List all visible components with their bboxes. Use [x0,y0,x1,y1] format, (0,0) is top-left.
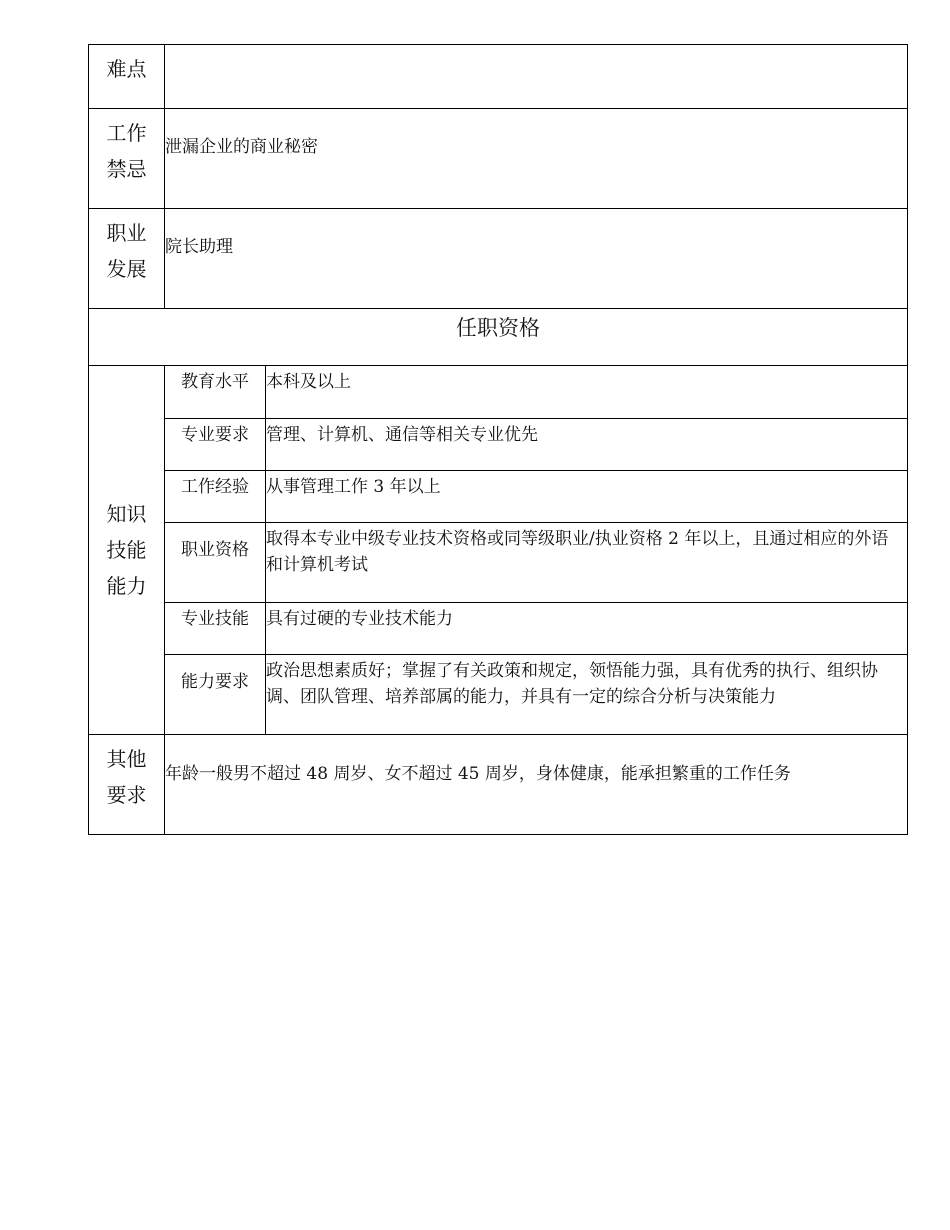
qual-value-cell [266,366,908,419]
qualifications-title: 任职资格 [456,316,540,340]
career-label-line1: 职业 [106,221,147,245]
qual-value-cell [266,603,908,655]
qual-label: 工作经验 [181,477,249,497]
qual-label-cell [165,471,266,523]
qual-value: 政治思想素质好；掌握了有关政策和规定，领悟能力强，具有优秀的执行、组织协调、团队管理、培养部属的能力，并具有一定的综合分析与决策能力 [266,661,878,707]
qual-value: 取得本专业中级专业技术资格或同等级职业/执业资格 2 年以上，且通过相应的外语和计算机考试 [266,529,889,575]
qual-row-skills [89,603,908,655]
row-taboo [89,109,908,209]
qual-label-cell [165,603,266,655]
row-qualifications-title [89,309,908,366]
row-career [89,209,908,309]
qual-label: 职业资格 [181,539,249,560]
career-content-cell [165,209,908,309]
difficulty-label-cell [89,45,165,109]
other-content: 年龄一般男不超过 48 周岁、女不超过 45 周岁，身体健康，能承担繁重的工作任务 [165,763,791,784]
qual-row-ability [89,655,908,735]
qual-value-cell [266,471,908,523]
qual-label: 专业要求 [181,425,249,445]
difficulty-label: 难点 [106,57,147,81]
group-label-line1: 知识 [106,502,147,526]
qual-label: 教育水平 [181,372,249,392]
row-difficulty [89,45,908,109]
row-other [89,735,908,835]
taboo-label-cell [89,109,165,209]
qual-value-cell [266,419,908,471]
career-label-cell [89,209,165,309]
other-label-line2: 要求 [106,783,147,807]
other-content-cell [165,735,908,835]
taboo-content: 泄漏企业的商业秘密 [165,137,318,157]
qualifications-title-cell [89,309,908,366]
qual-value: 管理、计算机、通信等相关专业优先 [266,425,538,445]
qual-label-cell [165,366,266,419]
qual-label: 能力要求 [181,671,249,692]
group-label-line3: 能力 [106,574,147,598]
qual-value: 本科及以上 [266,372,351,392]
qual-row-education [89,366,908,419]
qual-row-major [89,419,908,471]
job-description-table [88,44,908,835]
taboo-content-cell [165,109,908,209]
qual-row-certification [89,523,908,603]
career-label-line2: 发展 [106,257,147,281]
taboo-label-line2: 禁忌 [106,157,147,181]
taboo-label-line1: 工作 [106,121,147,145]
difficulty-content-cell [165,45,908,109]
group-label-line2: 技能 [106,538,147,562]
qual-value: 具有过硬的专业技术能力 [266,609,453,629]
other-label-cell [89,735,165,835]
qual-row-experience [89,471,908,523]
qual-label-cell [165,655,266,735]
qual-label-cell [165,419,266,471]
career-content: 院长助理 [165,237,233,257]
other-label-line1: 其他 [106,747,147,771]
qual-value-cell [266,655,908,735]
qual-value: 从事管理工作 3 年以上 [266,477,441,497]
qual-label: 专业技能 [181,609,249,629]
qual-label-cell [165,523,266,603]
qual-value-cell [266,523,908,603]
qualifications-group-label-cell [89,366,165,735]
